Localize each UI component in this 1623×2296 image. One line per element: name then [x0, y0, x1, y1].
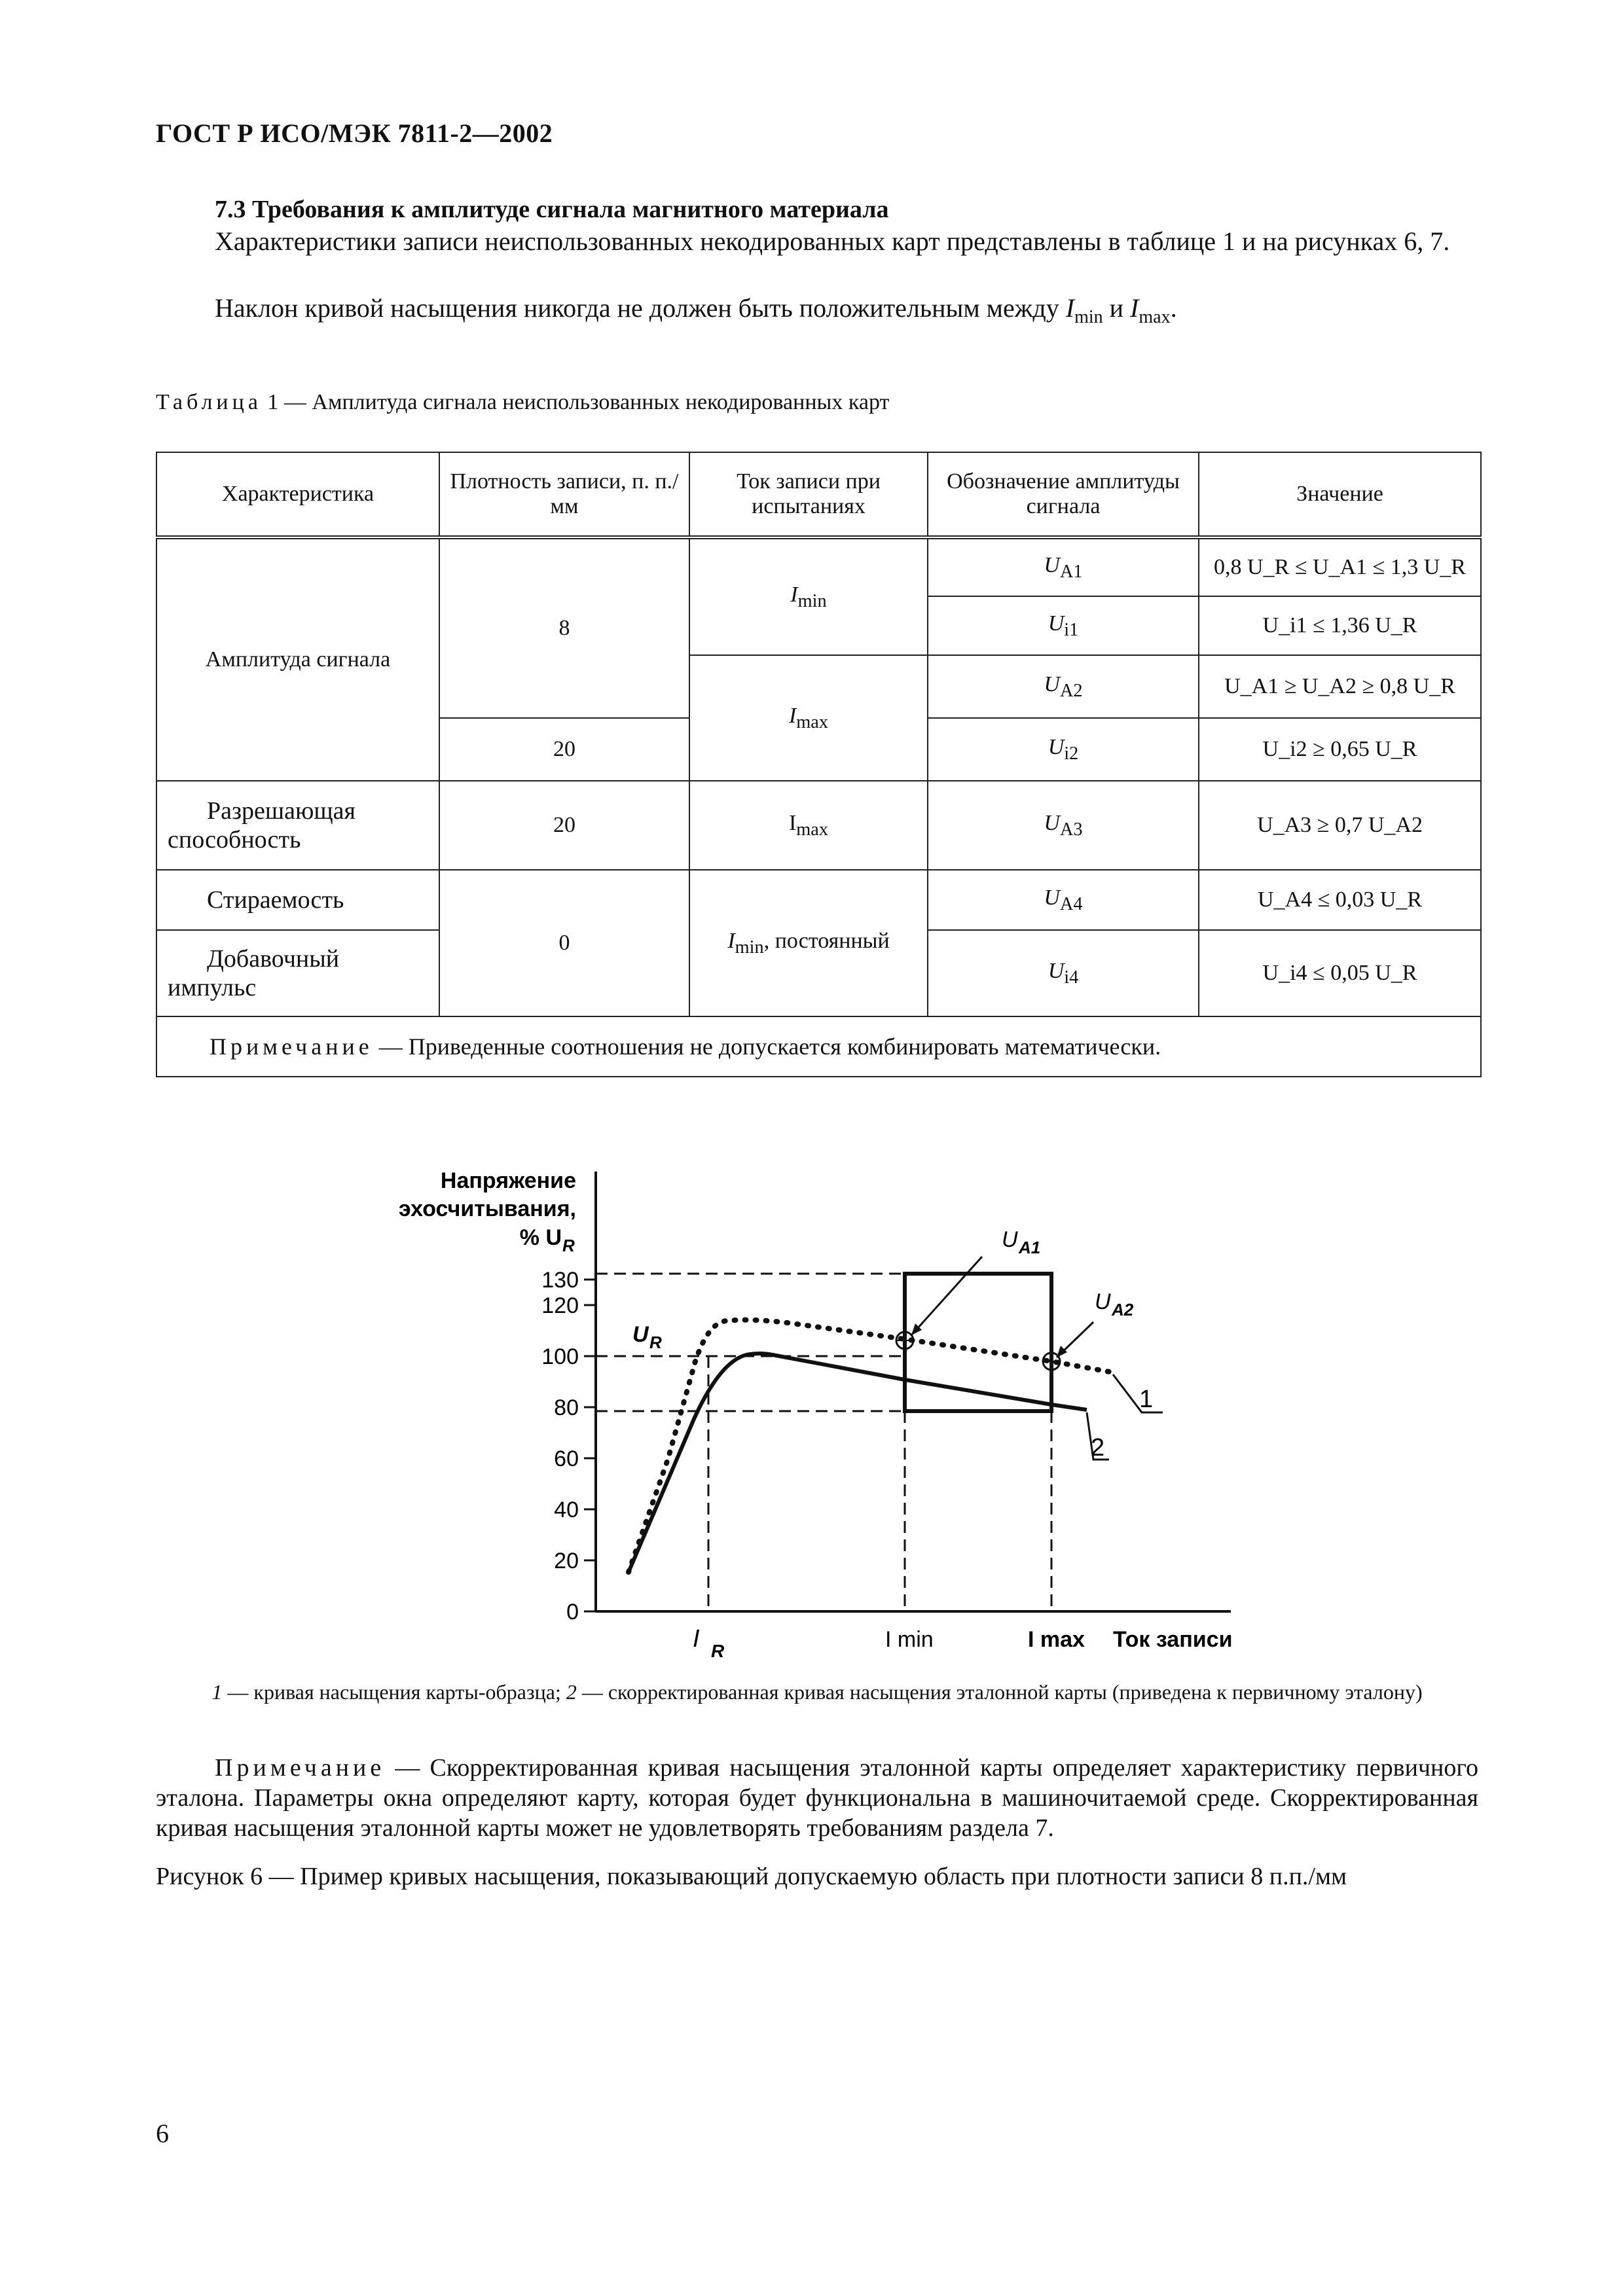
and-word: и	[1103, 293, 1131, 323]
ua2-sym: U	[1044, 672, 1060, 696]
curve-1-leader	[1113, 1374, 1163, 1412]
document-header: ГОСТ Р ИСО/МЭК 7811-2—2002	[156, 118, 553, 148]
curve-2-label: 2	[1091, 1434, 1105, 1462]
period: .	[1170, 293, 1177, 323]
ua2-label-sub: A2	[1112, 1300, 1134, 1319]
header-designation: Обозначение амплитуды сигнала	[928, 452, 1199, 537]
cell-erasure: Стираемость	[156, 870, 439, 930]
ua4-sub: A4	[1059, 893, 1083, 914]
page-number: 6	[156, 2119, 169, 2148]
ua1-leader	[911, 1257, 982, 1335]
legend-num-2: 2	[566, 1680, 577, 1704]
imin-const-sym: I	[727, 928, 735, 953]
cell-ua1-value: 0,8 U_R ≤ U_A1 ≤ 1,3 U_R	[1199, 537, 1481, 596]
y-tick-label: 40	[554, 1498, 579, 1522]
cell-ui1-value: U_i1 ≤ 1,36 U_R	[1199, 596, 1481, 655]
ur-label: U	[632, 1322, 649, 1347]
table-caption-word: Таблица	[156, 390, 262, 414]
imin-sub: min	[797, 590, 827, 611]
x-axis-label: Ток записи	[1113, 1627, 1233, 1652]
imax-symbol: I	[1130, 293, 1139, 323]
ua1-label-sub: A1	[1019, 1238, 1041, 1257]
imin-const-rest: , постоянный	[763, 928, 890, 953]
table-note-text: — Приведенные соотношения не допускается комбинировать математически.	[373, 1033, 1161, 1060]
x-label-ir-sub: R	[711, 1641, 725, 1661]
ua2-sub: A2	[1059, 680, 1083, 701]
legend-text-1: — кривая насыщения карты-образца;	[222, 1680, 566, 1704]
ua4-sym: U	[1044, 885, 1060, 910]
imax-plain-sym: I	[788, 810, 797, 835]
paragraph-2-text: Наклон кривой насыщения никогда не должен быть положительным между	[215, 293, 1066, 323]
cell-density-20b: 20	[439, 781, 689, 870]
curve-1-label: 1	[1139, 1386, 1154, 1413]
header-characteristic: Характеристика	[156, 452, 439, 537]
ur-label-sub: R	[649, 1333, 662, 1352]
y-label-line3: % U	[519, 1225, 562, 1250]
cell-ua4-value: U_A4 ≤ 0,03 U_R	[1199, 870, 1481, 930]
y-tick-label: 130	[541, 1268, 579, 1293]
y-label-line1: Напряжение	[440, 1168, 576, 1193]
section-title: 7.3 Требования к амплитуде сигнала магнитного материала	[215, 196, 889, 223]
table-note-word: Примечание	[210, 1033, 373, 1060]
y-tick-label: 100	[541, 1344, 579, 1369]
y-tick-label: 20	[554, 1549, 579, 1573]
ua2-label: U	[1095, 1289, 1111, 1314]
ua3-sub: A3	[1059, 819, 1083, 840]
cell-ua2-value: U_A1 ≥ U_A2 ≥ 0,8 U_R	[1199, 655, 1481, 718]
figure-note-text: — Скорректированная кривая насыщения эталонной карты определяет характеристику первичного эталона. Параметры окна определяют карту, которая будет функциональна в машиночитаемой среде. Скорректированная кривая насыщения эталонной карты может не удовлетворять требованиям раздела 7.	[156, 1754, 1478, 1842]
y-ticks	[541, 1268, 596, 1624]
cell-resolution: Разрешающая способность	[156, 781, 439, 870]
figure-note	[156, 1753, 1478, 1843]
y-label-sub: R	[562, 1236, 575, 1255]
ua1-label: U	[1002, 1227, 1018, 1252]
y-tick-label: 120	[541, 1293, 579, 1318]
y-tick-label: 60	[554, 1446, 579, 1471]
imax-sym: I	[788, 703, 797, 728]
x-label-imax: I max	[1028, 1627, 1085, 1652]
y-label-line2: эхосчитывания,	[398, 1196, 576, 1221]
ui1-sub: i1	[1064, 619, 1079, 640]
cell-density-20a: 20	[439, 718, 689, 781]
y-tick-label: 0	[566, 1600, 579, 1624]
header-value: Значение	[1199, 452, 1481, 537]
guide-lines	[596, 1274, 1051, 1611]
table-caption-text: 1 — Амплитуда сигнала неиспользованных некодированных карт	[261, 390, 890, 414]
cell-extra-pulse: Добавочный импульс	[156, 930, 439, 1016]
imax-plain-sub: max	[796, 819, 829, 840]
imin-const-sub: min	[735, 937, 764, 958]
x-label-ir: I	[693, 1625, 700, 1653]
imin-subscript: min	[1074, 307, 1103, 327]
ui2-sub: i2	[1064, 743, 1079, 764]
ui1-sym: U	[1048, 611, 1065, 636]
figure-note-word: Примечание	[215, 1754, 386, 1782]
ua3-sym: U	[1044, 810, 1060, 835]
ua1-sym: U	[1044, 552, 1060, 577]
ua2-arrow-icon	[1057, 1346, 1067, 1357]
cell-ui4-value: U_i4 ≤ 0,05 U_R	[1199, 930, 1481, 1016]
imax-sub: max	[796, 711, 829, 732]
cell-amplitude: Амплитуда сигнала	[156, 537, 439, 781]
figure-legend	[156, 1679, 1478, 1705]
header-current: Ток записи при испытаниях	[689, 452, 928, 537]
ui2-sym: U	[1048, 734, 1065, 759]
ui4-sub: i4	[1064, 967, 1079, 988]
y-tick-label: 80	[554, 1395, 579, 1420]
imin-sym: I	[790, 582, 798, 607]
cell-density-8: 8	[439, 537, 689, 718]
imin-symbol: I	[1065, 293, 1075, 323]
figure-caption: Рисунок 6 — Пример кривых насыщения, показывающий допускаемую область при плотности записи 8 п.п./мм	[156, 1863, 1347, 1890]
x-label-imin: I min	[885, 1627, 934, 1652]
cell-density-0: 0	[439, 870, 689, 1016]
legend-text-2: — скорректированная кривая насыщения эталонной карты (приведена к первичному эталону)	[576, 1680, 1423, 1704]
legend-num-1: 1	[211, 1680, 223, 1704]
imax-subscript: max	[1139, 307, 1171, 327]
paragraph-1: Характеристики записи неиспользованных некодированных карт представлены в таблице 1 и на рисунках 6, 7.	[215, 226, 1450, 256]
cell-ua3-value: U_A3 ≥ 0,7 U_A2	[1199, 781, 1481, 870]
ua1-sub: A1	[1059, 561, 1083, 582]
ui4-sym: U	[1048, 958, 1065, 983]
cell-ui2-value: U_i2 ≥ 0,65 U_R	[1199, 718, 1481, 781]
header-density: Плотность записи, п. п./мм	[439, 452, 689, 537]
curve-2-solid	[629, 1354, 1087, 1572]
